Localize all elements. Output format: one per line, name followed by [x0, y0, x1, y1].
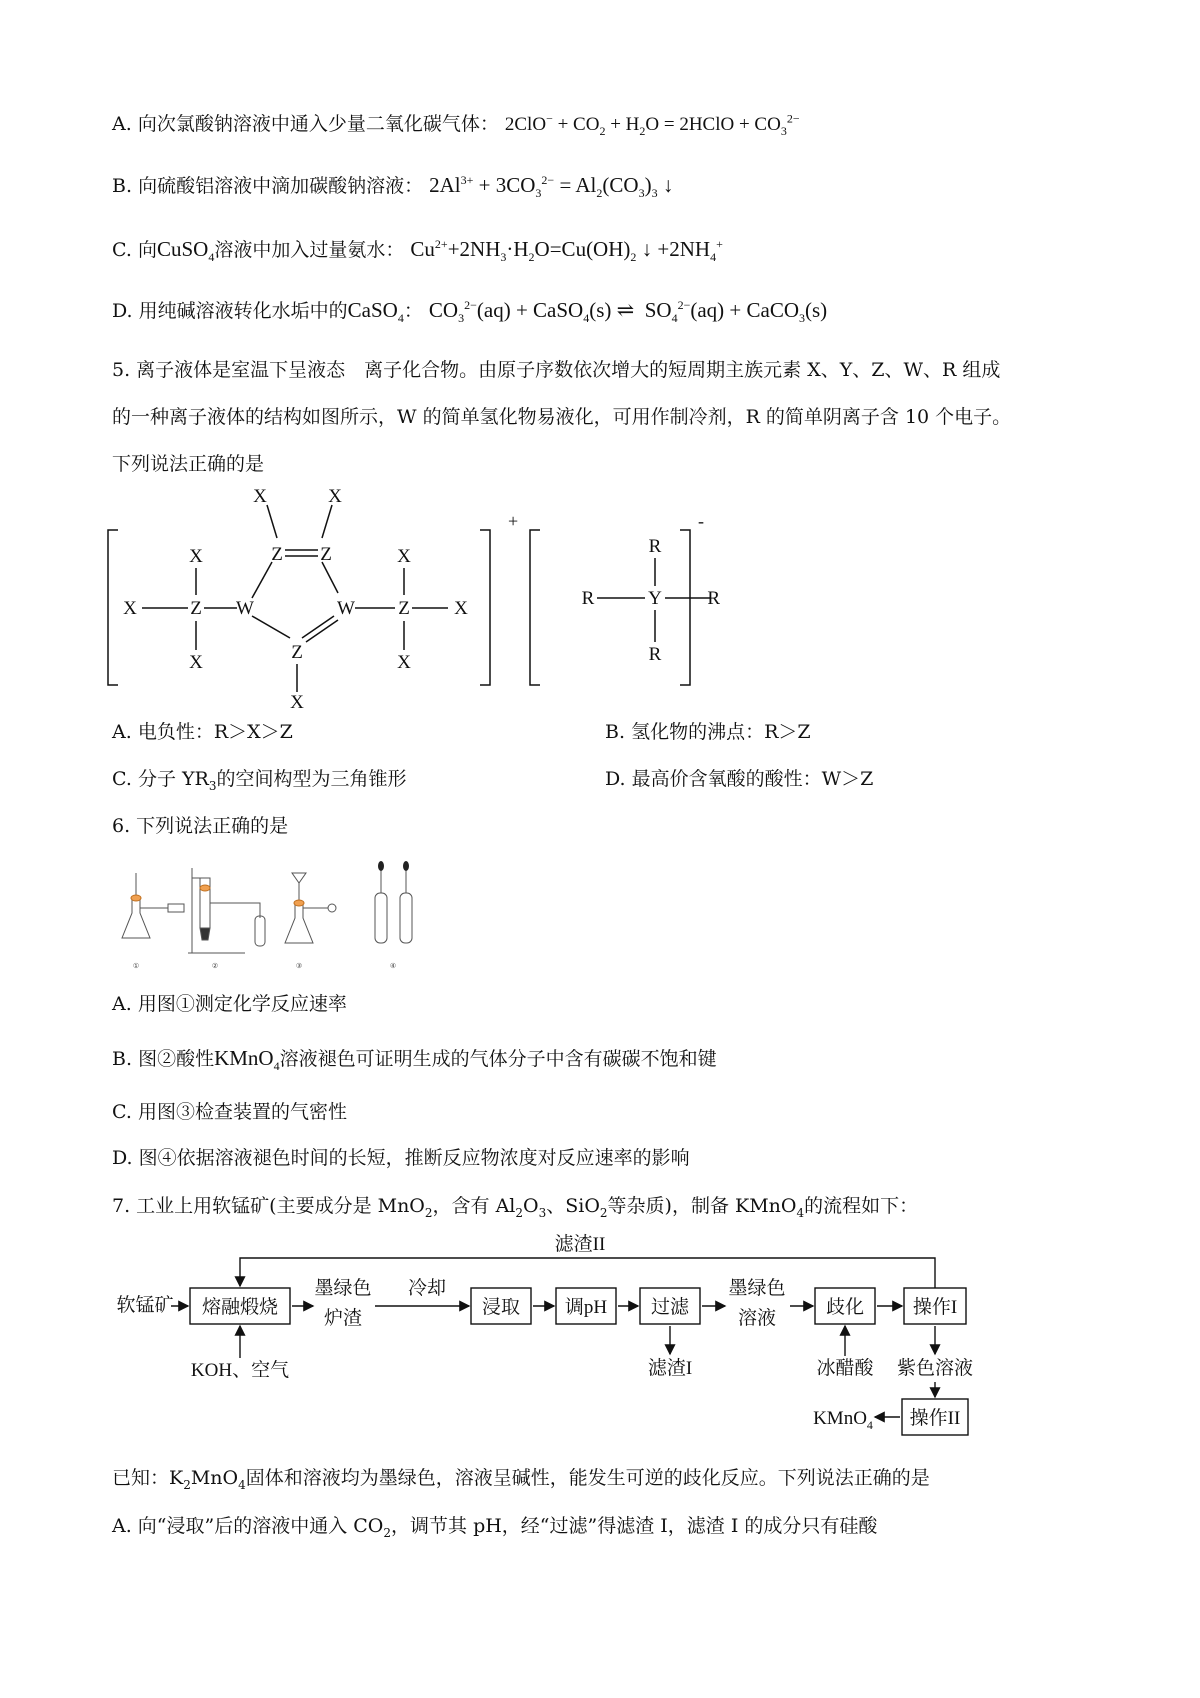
flow-residue2: 滤渣II [554, 1234, 606, 1255]
svg-text:Z: Z [271, 544, 283, 565]
svg-text:R: R [707, 588, 720, 609]
q4-option-a: A. 向次氯酸钠溶液中通入少量二氧化碳气体： $2ClO^- + CO_2 + H_2O$ = 2HClO + $CO_3^{2-}$ [112, 111, 800, 138]
anion-charge: - [698, 511, 704, 531]
flow-box-op1: 操作I [912, 1297, 958, 1318]
figure-4-number: ④ [389, 962, 397, 970]
q7-process-flowchart [105, 1228, 985, 1438]
q7-stem: 7. 工业上用软锰矿(主要成分是 MnO$_2$，含有 $Al_2O_3$、SiO$_2$等杂质)，制备 KMnO$_4$的流程如下： [112, 1195, 919, 1220]
figure-2-number: ② [211, 962, 219, 970]
flow-box-disproportionation: 歧化 [825, 1297, 865, 1318]
svg-text:X: X [454, 598, 468, 619]
svg-text:X: X [253, 486, 267, 507]
q5-option-b: B. 氢化物的沸点：R＞Z [605, 721, 811, 743]
svg-text:W: W [337, 598, 355, 619]
q5-option-a: A. 电负性：R＞X＞Z [112, 721, 293, 743]
q6-stem: 6. 下列说法正确的是 [112, 815, 289, 837]
q4-option-c-equation: $Cu^{2+}+2NH_3\cdot H_2O=Cu(OH)_2$ ↓ $+2NH_4^+$ [410, 237, 723, 265]
flow-reagent-koh: KOH、空气 [190, 1360, 290, 1381]
svg-text:溶液: 溶液 [737, 1308, 777, 1329]
flow-raw-material: 软锰矿 [116, 1295, 174, 1316]
q4-option-a-equation: $2ClO^- + CO_2 + H_2O$ = 2HClO + $CO_3^{2-}$ [504, 111, 800, 138]
svg-text:Z: Z [398, 598, 410, 619]
q4-option-d-equation: $CO_3^{2-}(aq)$ + CaSO$_4$(s) ⇌ $SO_4^{2-}(aq)$ + CaCO$_3$(s) [428, 298, 828, 326]
q7-option-a: A. 向“浸取”后的溶液中通入 $CO_2$，调节其 pH，经“过滤”得滤渣 I，滤渣 I 的成分只有硅酸 [112, 1515, 878, 1540]
flow-box-filter: 过滤 [650, 1297, 690, 1318]
flow-reagent-acetic: 冰醋酸 [816, 1358, 874, 1379]
atom-x: X [123, 598, 137, 619]
q5-stem-line1: 5. 离子液体是室温下呈液态 离子化合物。由原子序数依次增大的短周期主族元素 X、Y、Z、W、R 组成 [112, 359, 1001, 381]
q6-option-a: A. 用图①测定化学反应速率 [112, 993, 347, 1015]
svg-text:炉渣: 炉渣 [323, 1308, 363, 1329]
q6-option-b: B. 图②酸性KMnO$_4$溶液褪色可证明生成的气体分子中含有碳碳不饱和键 [112, 1046, 717, 1074]
q5-stem-line3: 下列说法正确的是 [112, 453, 265, 475]
flow-product: KMnO$_4$ [813, 1408, 873, 1432]
flow-cool: 冷却 [407, 1278, 447, 1299]
svg-text:X: X [328, 486, 342, 507]
flow-purple-solution: 紫色溶液 [896, 1358, 974, 1379]
q4-option-b: B. 向硫酸铝溶液中滴加碳酸钠溶液： $2Al^{3+} + 3CO_3^{2-} = Al_2(CO_3)_3$ ↓ [112, 173, 674, 201]
svg-text:R: R [581, 588, 595, 609]
q7-known-info: 已知：$K_2MnO_4$固体和溶液均为墨绿色，溶液呈碱性，能发生可逆的歧化反应。下列说法正确的是 [112, 1467, 930, 1492]
q6-option-c: C. 用图③检查装置的气密性 [112, 1101, 347, 1123]
flow-residue1: 滤渣I [647, 1358, 693, 1379]
svg-text:Z: Z [320, 544, 332, 565]
q5-ionic-liquid-structure [100, 480, 720, 710]
q6-option-d: D. 图④依据溶液褪色时间的长短，推断反应物浓度对反应速率的影响 [112, 1147, 690, 1169]
svg-text:墨绿色: 墨绿色 [314, 1278, 372, 1299]
svg-text:X: X [397, 546, 411, 567]
q6-apparatus-figure [110, 858, 510, 973]
flow-box-roasting: 熔融煅烧 [201, 1297, 279, 1318]
cation-charge: + [508, 511, 519, 531]
svg-text:X: X [189, 546, 203, 567]
svg-text:R: R [648, 644, 662, 665]
svg-text:Z: Z [291, 642, 303, 663]
svg-text:X: X [290, 692, 304, 710]
flow-box-op2: 操作II [909, 1408, 961, 1429]
svg-text:X: X [189, 652, 203, 673]
atom-z: Z [190, 598, 202, 619]
atom-r: R [648, 536, 662, 557]
svg-text:墨绿色: 墨绿色 [728, 1278, 786, 1299]
q5-option-c: C. 分子 $YR_3$的空间构型为三角锥形 [112, 768, 407, 793]
flow-box-leach: 浸取 [481, 1297, 521, 1318]
q4-option-d: D. 用纯碱溶液转化水垢中的CaSO$_4$： $CO_3^{2-}(aq)$ + CaSO$_4$(s) ⇌ $SO_4^{2-}(aq)$ + CaCO$_3$(s) [112, 298, 828, 326]
q5-option-d: D. 最高价含氧酸的酸性：W＞Z [605, 768, 874, 790]
svg-text:X: X [397, 652, 411, 673]
q4-option-b-equation: $2Al^{3+} + 3CO_3^{2-} = Al_2(CO_3)_3$ ↓ [429, 173, 674, 201]
figure-3-number: ③ [295, 962, 303, 970]
atom-w: W [236, 598, 254, 619]
q4-option-c: C. 向CuSO$_4$溶液中加入过量氨水： $Cu^{2+}+2NH_3\cdot H_2O=Cu(OH)_2$ ↓ $+2NH_4^+$ [112, 237, 723, 265]
figure-1-number: ① [132, 962, 140, 970]
q5-stem-line2: 的一种离子液体的结构如图所示，W 的简单氢化物易液化，可用作制冷剂，R 的简单阴离子含 10 个电子。 [112, 406, 1012, 428]
flow-box-ph: 调pH [564, 1297, 608, 1318]
atom-y: Y [648, 588, 662, 609]
